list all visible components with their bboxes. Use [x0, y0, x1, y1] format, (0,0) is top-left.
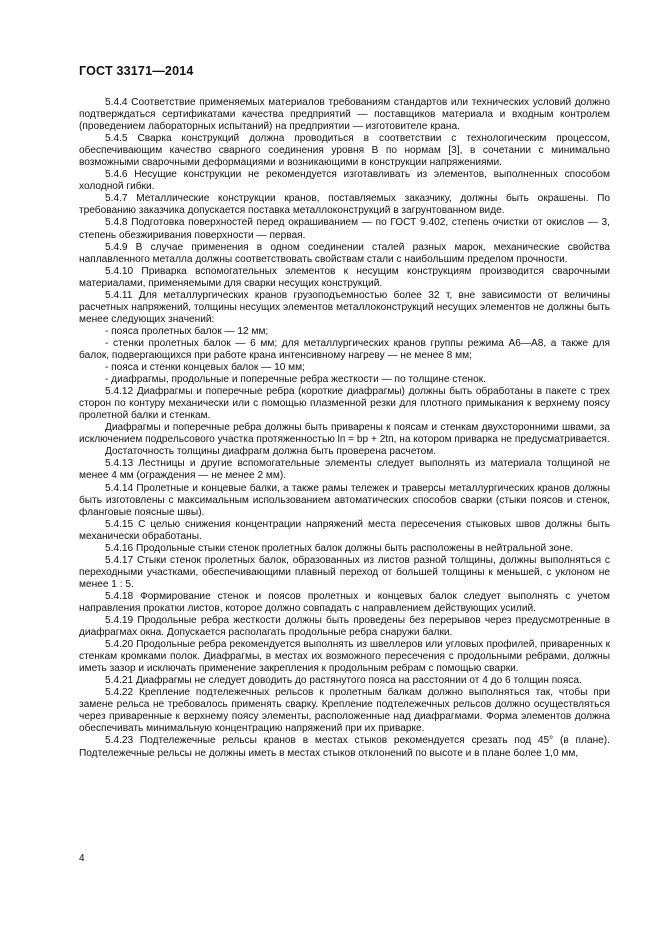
paragraph-5-4-16: 5.4.16 Продольные стыки стенок пролетных балок должны быть расположены в нейтральной зоне. — [105, 542, 574, 554]
paragraph-5-4-17: 5.4.17 Стыки стенок пролетных балок, образованных из листов разной толщины, должны выполняться с переходными участками, обеспечивающими плавный переход от большей толщины к меньшей, с уклоном не менее 1 : 5. — [79, 554, 610, 590]
paragraph-5-4-18: 5.4.18 Формирование стенок и поясов пролетных и концевых балок следует выполнять с учетом направления прокатки листов, которое должно совпадать с направлением действующих усилий. — [79, 590, 610, 614]
paragraph-5-4-12-welds: Диафрагмы и поперечные ребра должны быть приварены к поясам и стенкам двухсторонними швами, за исключением подрельсового участка протяженностью lп = bр + 2tп, на котором приварка не предусматривается. — [79, 422, 610, 446]
list-item: - пояса пролетных балок — 12 мм; — [105, 325, 269, 337]
list-item: - пояса и стенки концевых балок — 10 мм; — [105, 362, 305, 374]
paragraph-5-4-8: 5.4.8 Подготовка поверхностей перед окрашиванием — по ГОСТ 9.402, степень очистки от окислов — 3, степень обезжиривания поверхности — первая. — [79, 217, 610, 241]
paragraph-5-4-13: 5.4.13 Лестницы и другие вспомогательные элементы следует выполнять из материала толщиной не менее 4 мм (ограждения — не менее 2 мм). — [79, 458, 610, 482]
paragraph-5-4-10: 5.4.10 Приварка вспомогательных элементов к несущим конструкциям производится сварочными материалами, применяемыми для сварки несущих конструкций. — [79, 265, 610, 289]
page-number: 4 — [79, 853, 85, 864]
paragraph-5-4-22: 5.4.22 Крепление подтележечных рельсов к пролетным балкам должно выполняться так, чтобы при замене рельса не требовалось применять сварку. Крепление подтележечных рельсов должно осуществляться через приваренные к верхнему поясу элементы, расположенные над диафрагмами. Форма элементов должна обеспечивать минимальную концентрацию напряжений при их приварке. — [79, 687, 610, 735]
paragraph-5-4-21: 5.4.21 Диафрагмы не следует доводить до растянутого пояса на расстоянии от 4 до 6 толщин пояса. — [105, 675, 582, 687]
paragraph-5-4-19: 5.4.19 Продольные ребра жесткости должны быть проведены без перерывов через предусмотренные в диафрагмах окна. Допускается располагать продольные ребра снаружи балки. — [79, 615, 610, 639]
list-item: - диафрагмы, продольные и поперечные ребра жесткости — по толщине стенок. — [105, 374, 486, 386]
paragraph-5-4-5: 5.4.5 Сварка конструкций должна проводиться в соответствии с технологическим процессом, обеспечивающим качество сварного соединения уровня B по нормам [3], в сочетании с минимально возможными сварочными деформациями и возникающими в конструкции напряжениями. — [79, 133, 610, 169]
paragraph-5-4-12: 5.4.12 Диафрагмы и поперечные ребра (короткие диафрагмы) должны быть обработаны в пакете с трех сторон по контуру механически или с помощью плазменной резки для плотного примыкания к верхнему поясу пролетной балки и стенкам. — [79, 386, 610, 422]
paragraph-5-4-23: 5.4.23 Подтележечные рельсы кранов в местах стыков рекомендуется срезать под 45° (в плане). Подтележечные рельсы не должны иметь в местах стыков отклонений по высоте и в плане более 1,0 мм, — [79, 735, 610, 759]
paragraph-5-4-9: 5.4.9 В случае применения в одном соединении сталей разных марок, механические свойства наплавленного металла должны соответствовать свойствам стали с наибольшим пределом прочности. — [79, 241, 610, 265]
document-header: ГОСТ 33171—2014 — [79, 64, 194, 78]
list-item: - стенки пролетных балок — 6 мм; для металлургических кранов группы режима А6—А8, а также для балок, подвергающихся при работе крана интенсивному нагреву — не менее 8 мм; — [79, 337, 610, 361]
paragraph-5-4-14: 5.4.14 Пролетные и концевые балки, а также рамы тележек и траверсы металлургических кранов должны быть изготовлены с максимальным использованием автоматических способов сварки (стыки поясов и стенок, фланговые поясные швы). — [79, 482, 610, 518]
paragraph-5-4-12-check: Достаточность толщины диафрагм должна быть проверена расчетом. — [105, 446, 437, 458]
paragraph-5-4-7: 5.4.7 Металлические конструкции кранов, поставляемых заказчику, должны быть окрашены. По требованию заказчика допускается поставка металлоконструкций в загрунтованном виде. — [79, 193, 610, 217]
paragraph-5-4-6: 5.4.6 Несущие конструкции не рекомендуется изготавливать из элементов, выполненных способом холодной гибки. — [79, 169, 610, 193]
paragraph-5-4-15: 5.4.15 С целью снижения концентрации напряжений места пересечения стыковых швов должны быть механически обработаны. — [79, 518, 610, 542]
document-body — [79, 97, 610, 760]
paragraph-5-4-20: 5.4.20 Продольные ребра рекомендуется выполнять из швеллеров или угловых профилей, приваренных к стенкам кромками полок. Диафрагмы, в местах их возможного пересечения с продольными ребрами, должны иметь зазор и исключать применение закрепления к продольным ребрам с помощью сварки. — [79, 639, 610, 675]
paragraph-5-4-4: 5.4.4 Соответствие применяемых материалов требованиям стандартов или технических условий должно подтверждаться сертификатами качества предприятий — поставщиков материала и входным контролем (проведением лабораторных испытаний) на предприятии — изготовителе крана. — [79, 97, 610, 133]
paragraph-5-4-11: 5.4.11 Для металлургических кранов грузоподъемностью более 32 т, вне зависимости от величины расчетных напряжений, толщины несущих элементов металлоконструкций несущих элементов не должны быть менее следующих значений: — [79, 289, 610, 325]
